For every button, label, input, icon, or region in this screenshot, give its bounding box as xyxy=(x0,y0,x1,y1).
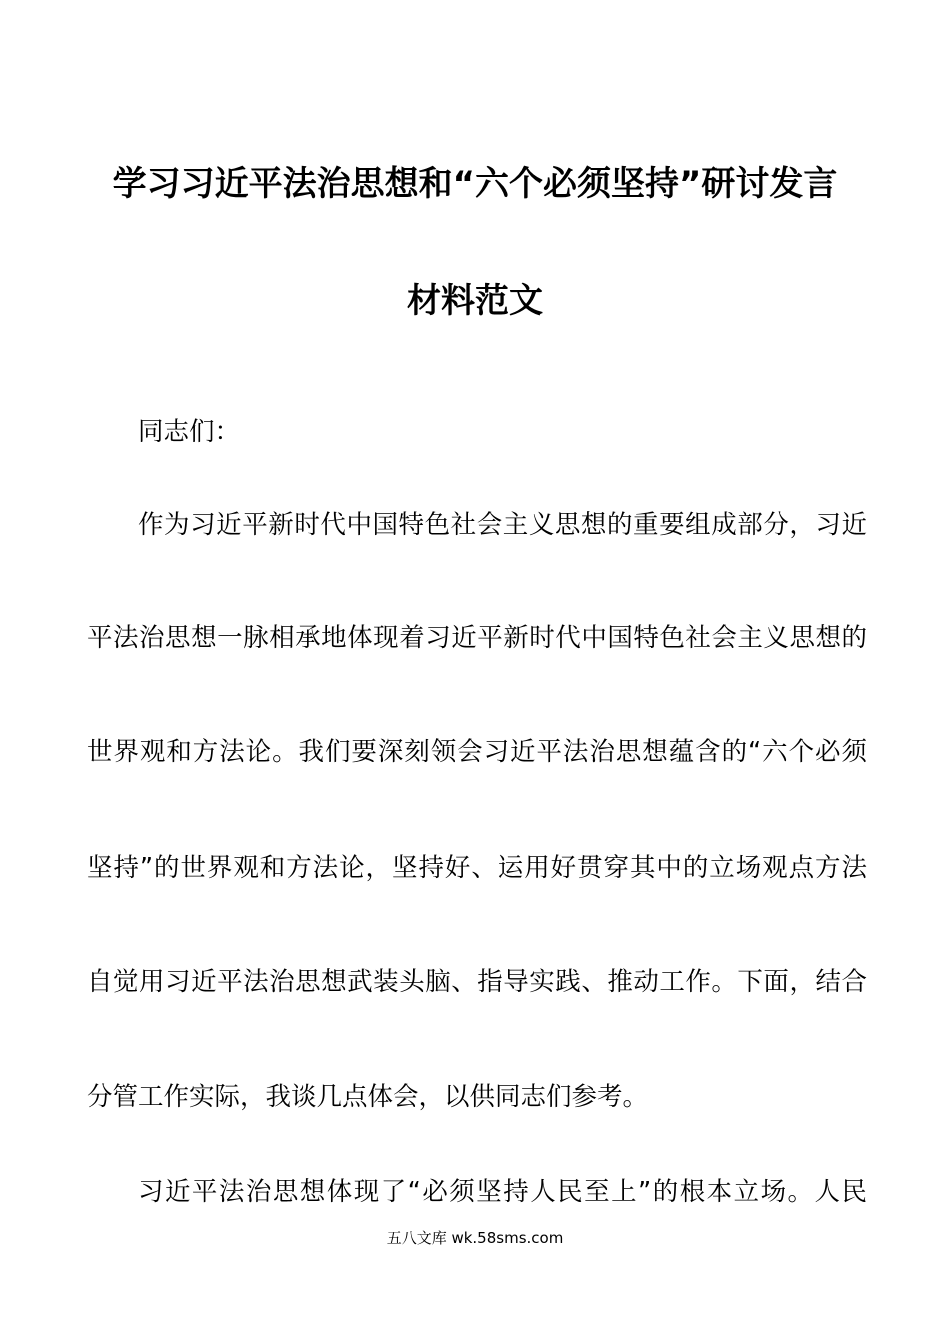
paragraph-2-line-1: 习近平法治思想体现了“必须坚持人民至上”的根本立场。人民 xyxy=(138,1177,867,1207)
paragraph-1-line-6: 分管工作实际，我谈几点体会，以供同志们参考。 xyxy=(87,1082,649,1112)
page-footer: 五八文库 wk.58sms.com xyxy=(386,1229,564,1247)
document-title-line-1: 学习习近平法治思想和“六个必须坚持”研讨发言 xyxy=(112,164,838,204)
paragraph-1-line-5: 自觉用习近平法治思想武装头脑、指导实践、推动工作。下面，结合 xyxy=(87,967,867,997)
salutation: 同志们： xyxy=(138,417,241,447)
paragraph-1-line-2: 平法治思想一脉相承地体现着习近平新时代中国特色社会主义思想的 xyxy=(87,623,867,653)
paragraph-1-line-4: 坚持”的世界观和方法论，坚持好、运用好贯穿其中的立场观点方法 xyxy=(87,853,867,883)
paragraph-1-line-1: 作为习近平新时代中国特色社会主义思想的重要组成部分，习近 xyxy=(138,510,867,540)
paragraph-1-line-3: 世界观和方法论。我们要深刻领会习近平法治思想蕴含的“六个必须 xyxy=(87,737,867,767)
document-title-line-2: 材料范文 xyxy=(407,281,543,321)
